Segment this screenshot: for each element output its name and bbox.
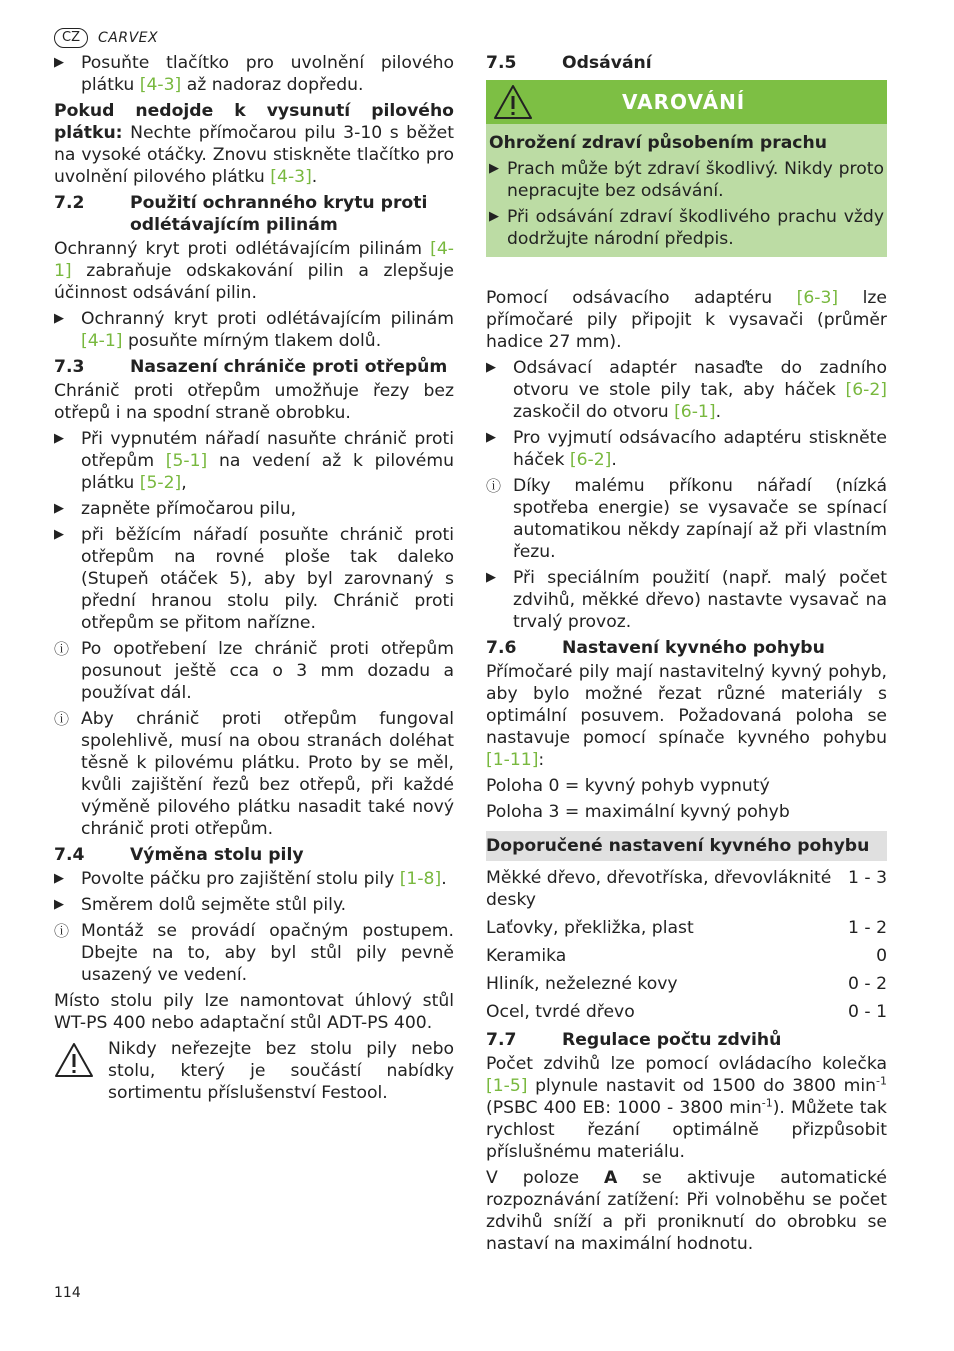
info-item: ⓘ Po opotřebení lze chránič proti otřepům posunout ještě cca o 3 mm dozadu a používat dál.	[54, 639, 454, 703]
warning-note: Nikdy neřezejte bez stolu pily nebo stolu, který je součástí nabídky sortimentu příslušenství Festool.	[54, 1038, 454, 1104]
figure-ref: [4-1]	[54, 239, 454, 281]
triangle-bullet-icon: ▶	[54, 431, 64, 446]
page-number: 114	[54, 1285, 81, 1301]
figure-ref: [4-3]	[139, 75, 182, 95]
table-row: Ocel, tvrdé dřevo 0 - 1	[486, 1002, 887, 1022]
table-row: Keramika 0	[486, 946, 887, 966]
position-0-text: Poloha 0 = kyvný pohyb vypnutý	[486, 776, 770, 796]
triangle-bullet-icon: ▶	[54, 897, 64, 912]
info-icon: ⓘ	[54, 922, 70, 940]
warning-header	[486, 80, 887, 124]
bullet-item: ▶ zapněte přímočarou pilu,	[54, 499, 297, 519]
figure-ref: [4-1]	[81, 331, 123, 351]
triangle-bullet-icon: ▶	[54, 501, 64, 516]
bullet-item: ▶ Posuňte tlačítko pro uvolnění pilového plátku [4-3] až nadoraz dopředu.	[54, 53, 454, 95]
figure-ref: [4-3]	[270, 167, 312, 187]
bullet-item: ▶ Povolte páčku pro zajištění stolu pily [1-8].	[54, 869, 447, 889]
table-header: Doporučené nastavení kyvného pohybu	[486, 831, 887, 861]
warning-subtitle: Ohrožení zdraví působením prachu	[489, 133, 827, 153]
triangle-bullet-icon: ▶	[489, 161, 499, 176]
warning-triangle-icon	[54, 1038, 108, 1104]
section-heading-7-2: 7.2 Použití ochranného krytu proti odlétávajícím pilinám	[54, 193, 428, 235]
table-row: Laťovky, překližka, plast 1 - 2	[486, 918, 887, 938]
bullet-item: ▶ Odsávací adaptér nasaďte do zadního otvoru ve stole pily tak, aby háček [6-2] zaskočil do otvoru [6-1].	[486, 358, 887, 422]
figure-ref: [6-1]	[674, 402, 716, 422]
info-icon: ⓘ	[54, 640, 70, 658]
info-item: ⓘ Aby chránič proti otřepům fungoval spolehlivě, musí na obou stranách doléhat těsně k pilovému plátku. Proto by se měl, kvůli zajištění řezů bez otřepů, při každé výměně pilového plátku nasadit také nový chránič proti otřepům.	[54, 709, 454, 839]
warning-triangle-icon	[486, 84, 540, 120]
bullet-item: ▶ Při speciálním použití (např. malý počet zdvihů, měkké dřevo) nastavte vysavač na trvalý provoz.	[486, 568, 887, 632]
warning-body	[486, 124, 887, 257]
paragraph: Počet zdvihů lze pomocí ovládacího kolečka [1-5] plynule nastavit od 1500 do 3800 $\min^{-1}$ (PSBC 400 EB: 1000 - 3800 $\min^{-1}$). Můžete tak rychlost řezání optimálně přizpůsobit příslušnému materiálu.	[486, 1054, 888, 1162]
warning-title: VAROVÁNÍ	[622, 90, 746, 114]
recommended-settings-table	[486, 831, 887, 1023]
triangle-bullet-icon: ▶	[486, 430, 496, 445]
paragraph: Chránič proti otřepům umožňuje řezy bez otřepů i na spodní straně obrobku.	[54, 381, 454, 423]
figure-ref: [1-11]	[486, 750, 539, 770]
section-heading-7-5: 7.5 Odsávání	[486, 53, 652, 73]
figure-ref: [5-2]	[139, 473, 182, 493]
info-icon: ⓘ	[486, 477, 502, 495]
right-column	[486, 52, 887, 1259]
position-3-text: Poloha 3 = maximální kyvný pohyb	[486, 802, 790, 822]
left-column	[54, 52, 454, 1104]
table-row: Hliník, neželezné kovy 0 - 2	[486, 974, 887, 994]
section-heading-7-3: 7.3 Nasazení chrániče proti otřepům	[54, 357, 448, 377]
triangle-bullet-icon: ▶	[54, 311, 64, 326]
product-name: CARVEX	[97, 30, 159, 46]
bullet-item: ▶ Ochranný kryt proti odlétávajícím pilinám [4-1] posuňte mírným tlakem dolů.	[54, 309, 454, 351]
bullet-item: ▶ Při vypnutém nářadí nasuňte chránič proti otřepům [5-1] na vedení až k pilovému plátku [5-2],	[54, 429, 454, 493]
triangle-bullet-icon: ▶	[486, 360, 496, 375]
paragraph: Ochranný kryt proti odlétávajícím pilinám [4-1] zabraňuje odskakování pilin a zlepšuje účinnost odsávání pilin.	[54, 239, 454, 303]
language-badge: CZ	[54, 28, 88, 48]
paragraph: Pokud nedojde k vysunutí pilového plátku: Nechte přímočarou pilu 3-10 s běžet na vysoké otáčky. Znovu stiskněte tlačítko pro uvolnění pilového plátku [4-3].	[54, 101, 454, 187]
section-heading-7-4: 7.4 Výměna stolu pily	[54, 845, 304, 865]
triangle-bullet-icon: ▶	[489, 209, 499, 224]
paragraph: V poloze A se aktivuje automatické rozpoznávání zatížení: Při volnoběhu se počet zdvihů sníží a při proniknutí do obrobku se nastaví na maximální hodnotu.	[486, 1168, 888, 1254]
paragraph: Pomocí odsávacího adaptéru [6-3] lze přímočaré pily připojit k vysavači (průměr hadice 27 mm).	[486, 288, 887, 352]
triangle-bullet-icon: ▶	[54, 871, 64, 886]
info-icon: ⓘ	[54, 710, 70, 728]
bullet-item: ▶ Pro vyjmutí odsávacího adaptéru stiskněte háček [6-2].	[486, 428, 887, 470]
page-header	[54, 27, 158, 49]
bullet-item: ▶ Směrem dolů sejměte stůl pily.	[54, 895, 347, 915]
warning-item: ▶ Prach může být zdraví škodlivý. Nikdy proto nepracujte bez odsávání.	[489, 159, 884, 201]
figure-ref: [6-2]	[845, 380, 887, 400]
figure-ref: [6-2]	[569, 450, 612, 470]
bullet-item: ▶ při běžícím nářadí posuňte chránič proti otřepům na rovné ploše tak daleko (Stupeň otáček 5), aby byl zarovnaný s přední hranou stolu pily. Chránič proti otřepům se přitom nařízne.	[54, 525, 454, 633]
figure-ref: [6-3]	[796, 288, 839, 308]
triangle-bullet-icon: ▶	[54, 55, 64, 70]
section-heading-7-6: 7.6 Nastavení kyvného pohybu	[486, 638, 825, 658]
info-item: ⓘ Díky malému příkonu nářadí (nízká spotřeba energie) se vysavače se spínací automatikou někdy zapínají až při vlastním řezu.	[486, 476, 887, 562]
info-item: ⓘ Montáž se provádí opačným postupem. Dbejte na to, aby byl stůl pily pevně usazený ve vedení.	[54, 921, 454, 985]
triangle-bullet-icon: ▶	[486, 570, 496, 585]
paragraph: Místo stolu pily lze namontovat úhlový stůl WT-PS 400 nebo adaptační stůl ADT-PS 400.	[54, 991, 454, 1033]
figure-ref: [1-5]	[486, 1076, 528, 1096]
paragraph: Přímočaré pily mají nastavitelný kyvný pohyb, aby bylo možné řezat různé materiály s optimální posuvem. Požadovaná poloha se nastavuje pomocí spínače kyvného pohybu [1-11]:	[486, 662, 887, 770]
triangle-bullet-icon: ▶	[54, 527, 64, 542]
table-row: Měkké dřevo, dřevotříska, dřevovláknité desky 1 - 3	[486, 868, 887, 910]
warning-item: ▶ Při odsávání zdraví škodlivého prachu vždy dodržujte národní předpis.	[489, 207, 884, 249]
warning-box	[486, 80, 887, 257]
section-heading-7-7: 7.7 Regulace počtu zdvihů	[486, 1030, 782, 1050]
figure-ref: [1-8]	[399, 869, 442, 889]
figure-ref: [5-1]	[165, 451, 208, 471]
